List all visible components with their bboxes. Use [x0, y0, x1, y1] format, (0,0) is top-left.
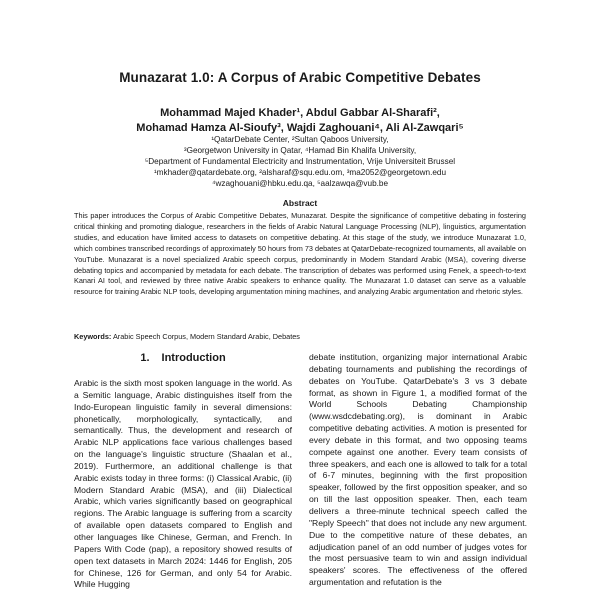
- section-number: 1.: [140, 352, 150, 364]
- section-heading: [74, 352, 292, 364]
- affiliations: [0, 134, 600, 189]
- keywords-text: Arabic Speech Corpus, Modern Standard Arabic, Debates: [112, 332, 300, 341]
- left-column-text: Arabic is the sixth most spoken language in the world. As a Semitic language, Arabic distinguishes itself from the Indo-European linguistic family in several dimensions: phonetically, morphologically, syntactically, and semantically. Thus, the development and research of Arabic NLP applications face various challenges based on the language's linguistic structure (Shaalan et al., 2019). Furthermore, an additional challenge is that Arabic exists today in three forms: (i) Classical Arabic, (ii) Modern Standard Arabic (MSA), and (iii) Dialectical Arabic, which varies significantly based on geographical regions. The Arabic language is suffering from a scarcity of available open datasets compared to English and other languages like Chinese, German, and French. In Papers With Code (pap), a repository showed results of open text datasets in March 2024: 1446 for English, 205 for Chinese, 126 for German, and only 54 for Arabic. While Hugging: [74, 378, 292, 590]
- authors-line-2: Mohamad Hamza Al-Sioufy³, Wajdi Zaghouani⁴, Ali Al-Zawqari⁵: [136, 122, 464, 134]
- affiliation-line: ⁴wzaghouani@hbku.edu.qa, ⁵aalzawqa@vub.be: [211, 179, 389, 188]
- paper-title: Munazarat 1.0: A Corpus of Arabic Competitive Debates: [119, 70, 481, 85]
- right-column-text: debate institution, organizing major international Arabic debating tournaments and publishing the recordings of debates on YouTube. QatarDebate's 3 vs 3 debate format, as shown in Figure 1, a modified format of the World Schools Debating Championship (www.wsdcdebating.org), is dominant in Arabic competitive debating activities. A motion is presented for every debate in this format, and two opposing teams compete against one another. Every team consists of three speakers, and each one is allowed to talk for a total of 6-7 minutes, beginning with the first proposition speaker, followed by the first opposition speaker, and so on till the last opposition speaker. Then, each team delivers a three-minute technical speech called the "Reply Speech" that does not include any new argument. Due to the competitive nature of these debates, an adjudication panel of an odd number of judges votes for the most persuasive team to win and assign individual speakers' scores. The effectiveness of the offered argumentation and refutation is the: [309, 352, 527, 588]
- author-list: [0, 106, 600, 136]
- affiliation-line: ³Georgetwon University in Qatar, ⁴Hamad Bin Khalifa University,: [183, 146, 417, 155]
- abstract-body: This paper introduces the Corpus of Arabic Competitive Debates, Munazarat. Despite the significance of competitive debating in fostering critical thinking and promoting dialogue, researchers in the fields of Arabic Natural Language Processing (NLP), linguistics, argumentation studies, and education have limited access to datasets on competitive debating. At this stage of the study, we introduce Munazarat 1.0, which combines transcribed recordings of approximately 50 hours from 73 debates at QatarDebate-recognized tournaments, all available on YouTube. Munazarat is a novel specialized Arabic speech corpus, predominantly in Modern Standard Arabic (MSA), covering diverse debating topics and accompanied by metadata for each debate. The transcription of debates was performed using Fenek, a speech-to-text Kanari AI tool, and reviewed by three native Arabic speakers to enhance quality. The Munazarat 1.0 dataset can serve as a valuable resource for training Arabic NLP tools, developing argumentation mining machines, and analyzing Arabic argumentation and rhetoric styles.: [74, 211, 526, 297]
- abstract-heading: Abstract: [282, 198, 318, 208]
- keywords: [74, 332, 526, 341]
- affiliation-line: ¹mkhader@qatardebate.org, ²alsharaf@squ.edu.om, ³ma2052@georgetown.edu: [153, 168, 447, 177]
- affiliation-line: ¹QatarDebate Center, ²Sultan Qaboos University,: [211, 135, 389, 144]
- affiliation-line: ⁵Department of Fundamental Electricity and Instrumentation, Vrije Universiteit Brussel: [144, 157, 456, 166]
- authors-line-1: Mohammad Majed Khader¹, Abdul Gabbar Al-Sharafi²,: [160, 107, 440, 119]
- section-title: Introduction: [161, 352, 226, 364]
- keywords-label: Keywords:: [74, 332, 112, 341]
